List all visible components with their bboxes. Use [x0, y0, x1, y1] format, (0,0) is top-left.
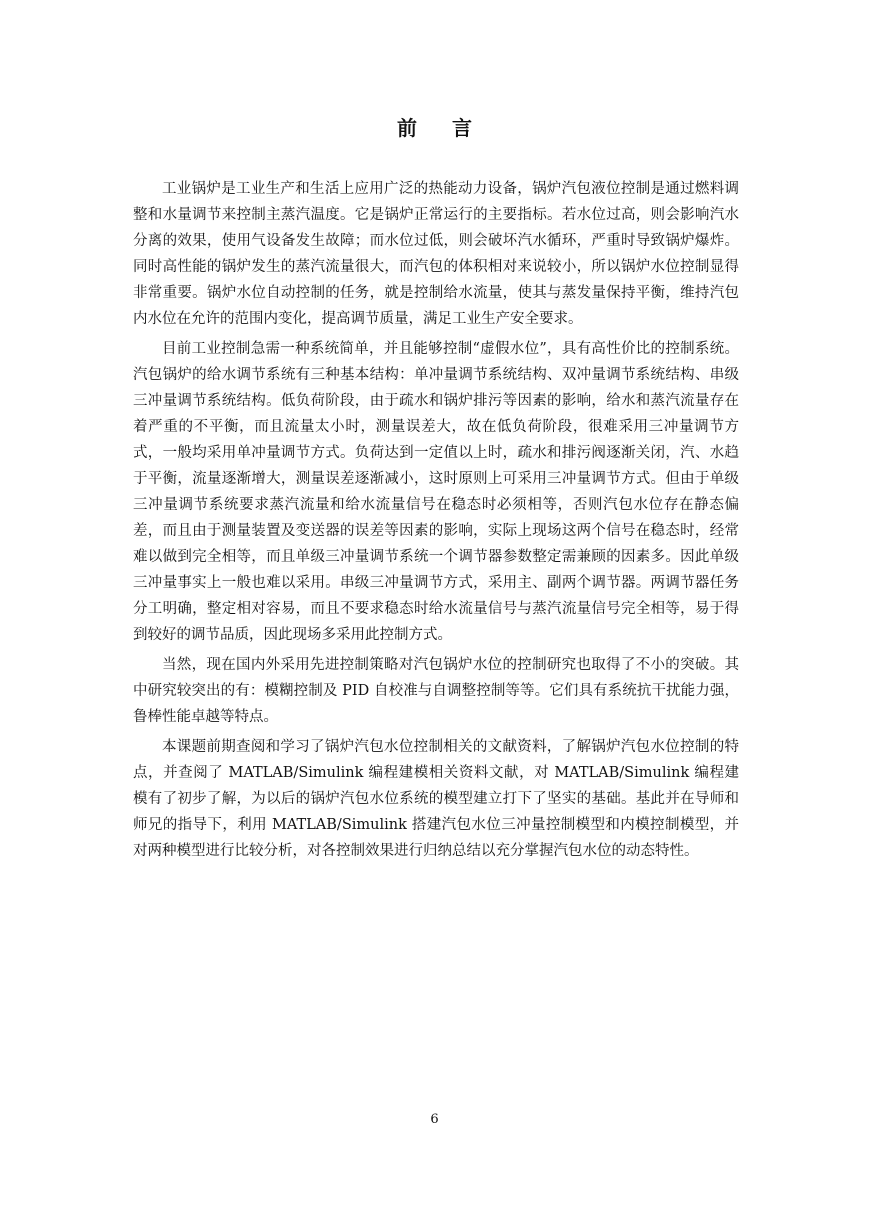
paragraph-4: 本课题前期查阅和学习了锅炉汽包水位控制相关的文献资料，了解锅炉汽包水位控制的特点，并查阅了 MATLAB/Simulink 编程建模相关资料文献，对 MATLAB/Simulink 编程建模有了初步了解，为以后的锅炉汽包水位系统的模型建立打下了坚实的基础。基此并在导师和师兄的指导下，利用 MATLAB/Simulink 搭建汽包水位三冲量控制模型和内模控制模型，并对两种模型进行比较分析，对各控制效果进行归纳总结以充分掌握汽包水位的动态特性。 — [133, 739, 739, 859]
body-text — [133, 176, 739, 864]
paragraph-1: 工业锅炉是工业生产和生活上应用广泛的热能动力设备，锅炉汽包液位控制是通过燃料调整和水量调节来控制主蒸汽温度。它是锅炉正常运行的主要指标。若水位过高，则会影响汽水分离的效果，使用气设备发生故障；而水位过低，则会破坏汽水循环，严重时导致锅炉爆炸。同时高性能的锅炉发生的蒸汽流量很大，而汽包的体积相对来说较小，所以锅炉水位控制显得非常重要。锅炉水位自动控制的任务，就是控制给水流量，使其与蒸发量保持平衡，维持汽包内水位在允许的范围内变化，提高调节质量，满足工业生产安全要求。 — [133, 181, 739, 327]
paragraph-3: 当然，现在国内外采用先进控制策略对汽包锅炉水位的控制研究也取得了不小的突破。其中研究较突出的有：模糊控制及 PID 自校准与自调整控制等等。它们具有系统抗干扰能力强，鲁棒性能卓越等特点。 — [133, 657, 739, 725]
page-number: 6 — [430, 1112, 439, 1127]
paragraph-2: 目前工业控制急需一种系统简单，并且能够控制“虚假水位”，具有高性价比的控制系统。汽包锅炉的给水调节系统有三种基本结构：单冲量调节系统结构、双冲量调节系统结构、串级三冲量调节系统结构。低负荷阶段，由于疏水和锅炉排污等因素的影响，给水和蒸汽流量存在着严重的不平衡，而且流量太小时，测量误差大，故在低负荷阶段，很难采用三冲量调节方式，一般均采用单冲量调节方式。负荷达到一定值以上时，疏水和排污阀逐渐关闭，汽、水趋于平衡，流量逐渐增大，测量误差逐渐减小，这时原则上可采用三冲量调节方式。但由于单级三冲量调节系统要求蒸汽流量和给水流量信号在稳态时必须相等，否则汽包水位存在静态偏差，而且由于测量装置及变送器的误差等因素的影响，实际上现场这两个信号在稳态时，经常难以做到完全相等，而且单级三冲量调节系统一个调节器参数整定需兼顾的因素多。因此单级三冲量事实上一般也难以采用。串级三冲量调节方式，采用主、副两个调节器。两调节器任务分工明确，整定相对容易，而且不要求稳态时给水流量信号与蒸汽流量信号完全相等，易于得到较好的调节品质，因此现场多采用此控制方式。 — [133, 341, 739, 643]
page-title: 前 言 — [397, 116, 486, 140]
